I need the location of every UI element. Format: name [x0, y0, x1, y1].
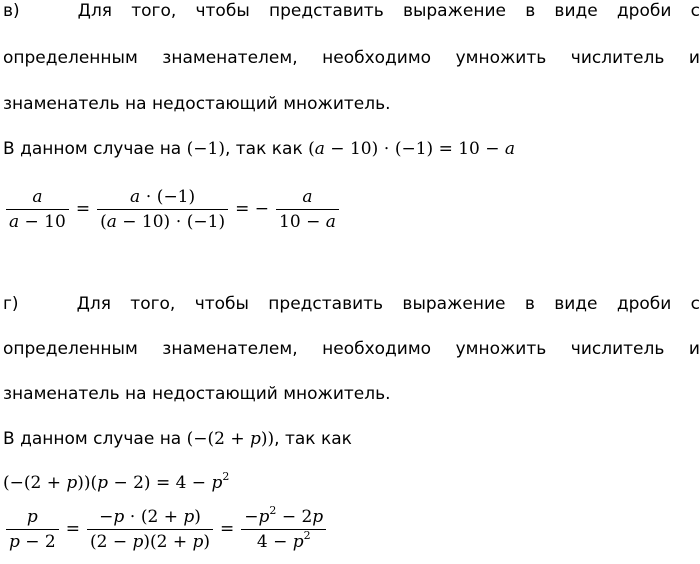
word: умножить: [455, 339, 547, 359]
section-v-line-2: [3, 47, 700, 69]
section-v-label: в): [3, 1, 20, 21]
word: Для: [77, 1, 113, 21]
case-text: В данном случае на: [3, 139, 187, 159]
denominator-part-a: 4 − 𝑝: [256, 531, 304, 552]
denominator: 10 − 𝑎: [279, 211, 336, 232]
denominator: (𝑎 − 10) ⋅ (−1): [100, 211, 226, 232]
word: дроби: [616, 294, 672, 314]
word: виде: [554, 1, 598, 21]
denominator: 𝑎 − 10: [9, 211, 66, 232]
section-g-formula: [3, 494, 329, 564]
equals-sign: =: [75, 199, 91, 219]
numerator: 𝑝: [26, 506, 38, 527]
numerator-part-a: −𝑝: [244, 506, 270, 527]
numerator: 𝑎 ⋅ (−1): [130, 186, 196, 207]
word: с: [690, 294, 700, 314]
case-mid: , так как: [224, 139, 309, 159]
word: чтобы: [195, 1, 250, 21]
word: виде: [554, 294, 598, 314]
section-v-label-group: [3, 0, 112, 22]
word: и: [688, 339, 700, 359]
word: того,: [131, 1, 177, 21]
word: знаменателем,: [162, 339, 298, 359]
word: необходимо: [322, 48, 432, 68]
word: представить: [268, 294, 384, 314]
word: дроби: [616, 1, 672, 21]
word: умножить: [455, 48, 547, 68]
identity-left: (−(2 + 𝑝))(𝑝 − 2) = 4 − 𝑝: [3, 473, 223, 493]
fraction-2: [97, 185, 228, 234]
word: в: [525, 1, 536, 21]
section-g-case-line: [3, 428, 700, 450]
numerator: −𝑝 ⋅ (2 + 𝑝): [99, 506, 201, 527]
numerator-part-b: − 2𝑝: [276, 506, 324, 527]
section-g-label: г): [3, 294, 19, 314]
numerator: 𝑎: [302, 186, 313, 207]
section-g-label-group: [3, 293, 111, 315]
fraction-3: [241, 505, 326, 554]
word: Для: [76, 294, 111, 314]
word: выражение: [402, 1, 506, 21]
word: представить: [268, 1, 384, 21]
section-v-line-3: знаменатель на недостающий множитель.: [3, 94, 391, 114]
word: определенным: [3, 339, 138, 359]
case-factor: (−(2 + 𝑝)): [186, 429, 275, 449]
denominator: 𝑝 − 2: [9, 531, 56, 552]
fraction-2: [87, 505, 213, 554]
fraction-1: [6, 505, 59, 554]
case-text: В данном случае на: [3, 429, 187, 449]
denominator: (2 − 𝑝)(2 + 𝑝): [90, 531, 211, 552]
equals-sign: =: [220, 519, 235, 539]
equals-minus: = −: [235, 199, 270, 219]
section-v-line-1: [3, 0, 700, 22]
section-v-formula: [3, 174, 342, 244]
word: и: [688, 48, 700, 68]
word: знаменателем,: [162, 48, 298, 68]
numerator-exponent: 2: [269, 503, 277, 517]
case-factor: (−1): [186, 139, 225, 159]
denominator-exponent: 2: [303, 528, 311, 542]
word: числитель: [570, 48, 665, 68]
numerator: [241, 505, 326, 529]
equals-sign: =: [65, 519, 80, 539]
identity-exponent: 2: [222, 470, 230, 483]
fraction-3: [276, 185, 339, 234]
word: чтобы: [194, 294, 249, 314]
section-g-identity: [3, 472, 700, 494]
word: необходимо: [322, 339, 432, 359]
section-v-case-line: [3, 138, 700, 160]
section-g-line-1: [3, 293, 700, 315]
case-mid: , так как: [274, 429, 352, 449]
word: того,: [130, 294, 176, 314]
section-g-line-2: [3, 338, 700, 360]
word: числитель: [570, 339, 665, 359]
word: с: [690, 1, 700, 21]
case-identity: (𝑎 − 10) ⋅ (−1) = 10 − 𝑎: [308, 139, 516, 159]
word: в: [524, 294, 535, 314]
section-g-line-3: знаменатель на недостающий множитель.: [3, 384, 391, 404]
denominator: [254, 530, 314, 554]
numerator: 𝑎: [32, 186, 43, 207]
word: определенным: [3, 48, 138, 68]
word: выражение: [402, 294, 506, 314]
fraction-1: [6, 185, 69, 234]
